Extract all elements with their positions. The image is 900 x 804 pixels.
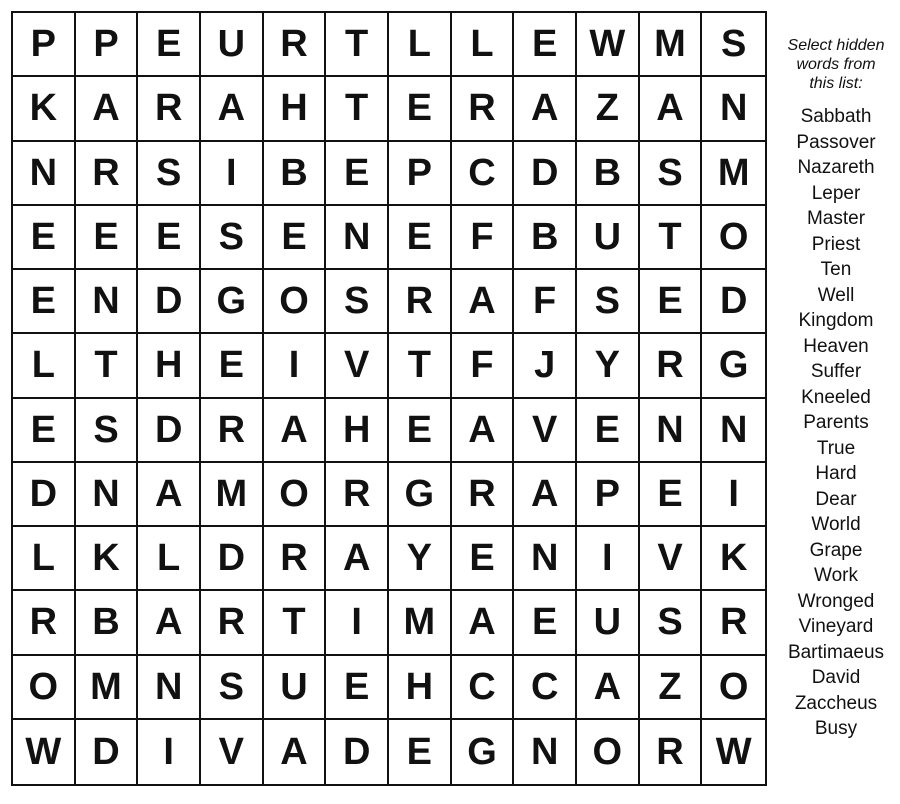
grid-cell[interactable]: A [201,77,264,141]
grid-cell[interactable]: G [201,270,264,334]
grid-cell[interactable]: A [514,463,577,527]
grid-cell[interactable]: G [452,720,515,784]
grid-cell[interactable]: E [13,270,76,334]
word-list-item: Kingdom [798,310,874,331]
grid-cell[interactable]: K [13,77,76,141]
grid-cell[interactable]: E [264,206,327,270]
grid-cell[interactable]: V [201,720,264,784]
word-list-item: Dear [815,488,857,510]
grid-cell[interactable]: W [577,13,640,77]
grid-cell[interactable]: A [452,270,515,334]
grid-cell[interactable]: Y [577,334,640,398]
grid-cell[interactable]: G [702,334,765,398]
grid-cell[interactable]: A [264,720,327,784]
grid-cell[interactable]: B [514,206,577,270]
grid-cell[interactable]: D [138,270,201,334]
word-list-item: Well [817,284,855,306]
grid-cell[interactable]: A [577,656,640,720]
grid-cell[interactable]: V [640,527,703,591]
word-list-item: Hard [815,463,857,484]
grid-cell[interactable]: I [264,334,327,398]
grid-cell[interactable]: I [326,591,389,655]
grid-cell[interactable]: I [577,527,640,591]
grid-cell[interactable]: A [452,399,515,463]
grid-cell[interactable]: S [201,656,264,720]
grid-cell[interactable]: A [640,77,703,141]
grid-cell[interactable]: U [577,206,640,270]
word-list-item: Passover [796,131,876,153]
grid-cell[interactable]: E [389,206,452,270]
grid-cell[interactable]: E [389,77,452,141]
grid-cell[interactable]: J [514,334,577,398]
grid-cell[interactable]: T [326,77,389,141]
grid-cell[interactable]: E [389,720,452,784]
grid-cell[interactable]: T [389,334,452,398]
grid-cell[interactable]: D [76,720,139,784]
grid-cell[interactable]: F [514,270,577,334]
grid-cell[interactable]: A [138,591,201,655]
grid-cell[interactable]: K [76,527,139,591]
word-list-item: David [811,667,861,688]
grid-cell[interactable]: N [76,463,139,527]
grid-cell[interactable]: P [76,13,139,77]
word-list-item: Suffer [810,361,862,382]
grid-cell[interactable]: H [264,77,327,141]
grid-cell[interactable]: R [264,527,327,591]
grid-cell[interactable]: A [452,591,515,655]
word-list-item: Grape [809,539,863,561]
grid-cell[interactable]: M [702,142,765,206]
grid-cell[interactable]: E [640,463,703,527]
word-list-item: Vineyard [798,616,874,637]
grid-cell[interactable]: D [514,142,577,206]
grid-cell[interactable]: H [389,656,452,720]
grid-cell[interactable]: D [326,720,389,784]
grid-cell[interactable]: R [452,77,515,141]
grid-cell[interactable]: A [138,463,201,527]
grid-cell[interactable]: S [138,142,201,206]
grid-cell[interactable]: T [264,591,327,655]
grid-cell[interactable]: B [76,591,139,655]
grid-cell[interactable]: M [201,463,264,527]
grid-cell[interactable]: N [76,270,139,334]
grid-cell[interactable]: M [389,591,452,655]
grid-cell[interactable]: L [452,13,515,77]
word-list-item: Nazareth [797,157,875,178]
word-list-item: World [811,514,861,535]
grid-cell[interactable]: M [640,13,703,77]
grid-cell[interactable]: S [326,270,389,334]
grid-cell[interactable]: F [452,334,515,398]
grid-cell[interactable]: E [326,656,389,720]
grid-cell[interactable]: C [452,142,515,206]
grid-cell[interactable]: R [138,77,201,141]
grid-cell[interactable]: K [702,527,765,591]
grid-cell[interactable]: E [640,270,703,334]
grid-cell[interactable]: I [702,463,765,527]
grid-cell[interactable]: S [640,591,703,655]
grid-cell[interactable]: A [76,77,139,141]
grid-cell[interactable]: S [640,142,703,206]
grid-cell[interactable]: O [702,206,765,270]
grid-cell[interactable]: U [264,656,327,720]
grid-cell[interactable]: U [201,13,264,77]
grid-cell[interactable]: E [514,13,577,77]
grid-cell[interactable]: O [702,656,765,720]
word-list-item: Zaccheus [794,692,878,714]
grid-cell[interactable]: E [326,142,389,206]
grid-cell[interactable]: R [13,591,76,655]
word-list-item: Priest [811,233,861,255]
grid-cell[interactable]: B [264,142,327,206]
grid-cell[interactable]: E [76,206,139,270]
grid-cell[interactable]: O [264,270,327,334]
grid-cell[interactable]: N [13,142,76,206]
word-list-item: Busy [814,718,858,739]
grid-cell[interactable]: S [76,399,139,463]
grid-cell[interactable]: R [452,463,515,527]
grid-cell[interactable]: N [514,527,577,591]
grid-cell[interactable]: T [326,13,389,77]
word-list-item: Leper [811,182,861,204]
grid-cell[interactable]: N [702,399,765,463]
grid-cell[interactable]: P [13,13,76,77]
grid-cell[interactable]: R [264,13,327,77]
grid-cell[interactable]: E [138,13,201,77]
grid-cell[interactable]: N [640,399,703,463]
grid-cell[interactable]: E [452,527,515,591]
grid-cell[interactable]: A [326,527,389,591]
grid-cell[interactable]: D [201,527,264,591]
grid-cell[interactable]: L [138,527,201,591]
grid-cell[interactable]: I [201,142,264,206]
grid-cell[interactable]: T [76,334,139,398]
word-list-item: Wronged [797,590,875,612]
word-list-item: Bartimaeus [787,641,885,663]
grid-cell[interactable]: E [514,591,577,655]
grid-cell[interactable]: S [577,270,640,334]
grid-cell[interactable]: P [389,142,452,206]
word-list-item: True [816,437,856,459]
word-list-panel [772,36,900,742]
grid-cell[interactable]: C [452,656,515,720]
grid-cell[interactable]: W [715,730,752,773]
word-list-item: Work [814,565,858,586]
grid-cell[interactable]: H [138,334,201,398]
grid-cell[interactable]: O [577,720,640,784]
grid-cell[interactable]: L [13,527,76,591]
word-list-item: Ten [820,259,852,280]
grid-cell[interactable]: R [201,399,264,463]
grid-cell[interactable]: N [514,720,577,784]
grid-cell[interactable]: Z [577,77,640,141]
grid-cell[interactable]: N [138,656,201,720]
grid-cell[interactable]: C [514,656,577,720]
grid-cell[interactable]: O [264,463,327,527]
word-list [772,104,900,742]
word-search-grid [11,11,767,786]
grid-cell[interactable]: E [13,399,76,463]
grid-cell[interactable]: R [326,463,389,527]
grid-cell[interactable]: G [389,463,452,527]
grid-cell[interactable]: R [76,142,139,206]
grid-cell[interactable]: S [702,13,765,77]
grid-cell[interactable]: D [13,463,76,527]
grid-cell[interactable]: R [640,720,703,784]
grid-cell[interactable]: E [389,399,452,463]
grid-cell[interactable]: E [13,206,76,270]
grid-cell[interactable]: P [577,463,640,527]
grid-cell[interactable]: F [452,206,515,270]
grid-cell[interactable]: U [577,591,640,655]
grid-cell[interactable]: V [326,334,389,398]
word-list-item: Sabbath [800,106,872,127]
grid-cell[interactable]: D [138,399,201,463]
grid-cell[interactable]: R [640,334,703,398]
grid-cell[interactable]: L [389,13,452,77]
grid-cell[interactable]: A [264,399,327,463]
grid-cell[interactable]: H [326,399,389,463]
grid-cell[interactable]: N [702,77,765,141]
grid-cell[interactable]: L [13,334,76,398]
grid-cell[interactable]: B [577,142,640,206]
word-list-item: Kneeled [801,386,871,408]
grid-cell[interactable]: R [389,270,452,334]
grid-cell[interactable]: R [201,591,264,655]
grid-cell[interactable]: O [13,656,76,720]
grid-cell[interactable]: I [138,720,201,784]
grid-cell[interactable]: Y [389,527,452,591]
instructions-text: Select hidden words from this list: [787,37,885,92]
grid-cell[interactable]: S [201,206,264,270]
grid-cell[interactable]: Z [640,656,703,720]
word-list-item: Master [806,208,866,229]
grid-cell[interactable]: E [577,399,640,463]
word-list-item: Heaven [803,335,869,357]
grid-cell[interactable]: E [201,334,264,398]
word-list-item: Parents [803,412,869,433]
grid-cell[interactable]: E [138,206,201,270]
grid-cell[interactable]: A [514,77,577,141]
grid-cell[interactable]: N [326,206,389,270]
grid-cell[interactable]: W [13,720,76,784]
grid-cell[interactable]: M [76,656,139,720]
grid-cell[interactable]: T [640,206,703,270]
grid-cell[interactable]: V [514,399,577,463]
grid-cell[interactable]: D [702,270,765,334]
grid-cell[interactable]: R [702,591,765,655]
